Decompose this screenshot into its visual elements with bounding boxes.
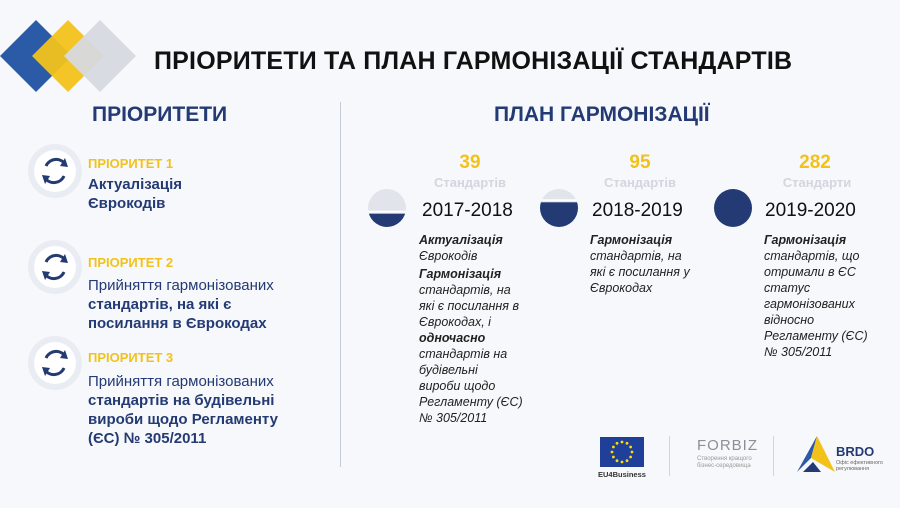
cycle-icon [34, 246, 76, 288]
period-2-progress-icon [539, 188, 579, 228]
forbiz-logo: FORBIZ [697, 437, 758, 454]
cycle-icon [34, 150, 76, 192]
page-title: ПРІОРИТЕТИ ТА ПЛАН ГАРМОНІЗАЦІЇ СТАНДАРТІВ [154, 47, 793, 75]
priority-2-tag: ПРІОРИТЕТ 2 [88, 255, 174, 270]
plan-heading: ПЛАН ГАРМОНІЗАЦІЇ [494, 103, 710, 126]
eu-flag-logo [600, 437, 644, 467]
period-3-progress-icon [713, 188, 753, 228]
section-divider [340, 102, 341, 467]
period-1-year: 2017-2018 [422, 200, 513, 221]
logo-diamonds [0, 18, 140, 98]
period-3-description: Гармонізація стандартів, що отримали в ЄС статус гармонізованих відносно Регламенту (ЄС) № 305/2011 [764, 233, 868, 359]
brdo-logo: BRDO [836, 444, 875, 459]
priority-1-text: Актуалізація Єврокодів [88, 176, 182, 212]
eu4business-label: EU4Business [598, 470, 646, 479]
period-3-count: 282 [799, 152, 831, 173]
priority-3-text: Прийняття гармонізованих стандартів на будівельні вироби щодо Регламенту (ЄС) № 305/2011 [88, 373, 278, 447]
period-1-count: 39 [459, 152, 481, 173]
progress-fill [539, 202, 579, 227]
progress-gap [367, 211, 407, 213]
period-1-unit: Стандартів [433, 175, 507, 190]
priority-2-text: Прийняття гармонізованих стандартів, на які є посилання в Єврокодах [88, 277, 274, 332]
period-2-count: 95 [629, 152, 651, 173]
progress-fill [713, 189, 753, 227]
period-2-description: Гармонізація стандартів, на які є посилання у Єврокодах [590, 233, 690, 295]
progress-gap [539, 199, 579, 201]
forbiz-subtitle: Створення кращого бізнес-середовища [697, 456, 752, 469]
period-1-progress-icon [367, 188, 407, 228]
logo-separator [773, 436, 774, 476]
period-3-unit: Стандарти [782, 175, 852, 190]
period-3-year: 2019-2020 [765, 200, 856, 221]
logo-separator [669, 436, 670, 476]
cycle-icon [34, 342, 76, 384]
priority-1-tag: ПРІОРИТЕТ 1 [88, 156, 174, 171]
period-2-year: 2018-2019 [592, 200, 683, 221]
period-1-description: Актуалізація Єврокодів Гармонізація стандартів, на які є посилання в Єврокодах, і одночасно стандартів на будівельні вироби щодо Регламенту (ЄС) № 305/2011 [419, 233, 523, 425]
period-2-unit: Стандартів [603, 175, 677, 190]
progress-fill [367, 214, 407, 227]
brdo-subtitle: Офіс ефективного регулювання [836, 460, 883, 472]
priority-3-tag: ПРІОРИТЕТ 3 [88, 350, 174, 365]
brdo-mark-icon [795, 434, 835, 474]
priorities-heading: ПРІОРИТЕТИ [92, 103, 228, 126]
